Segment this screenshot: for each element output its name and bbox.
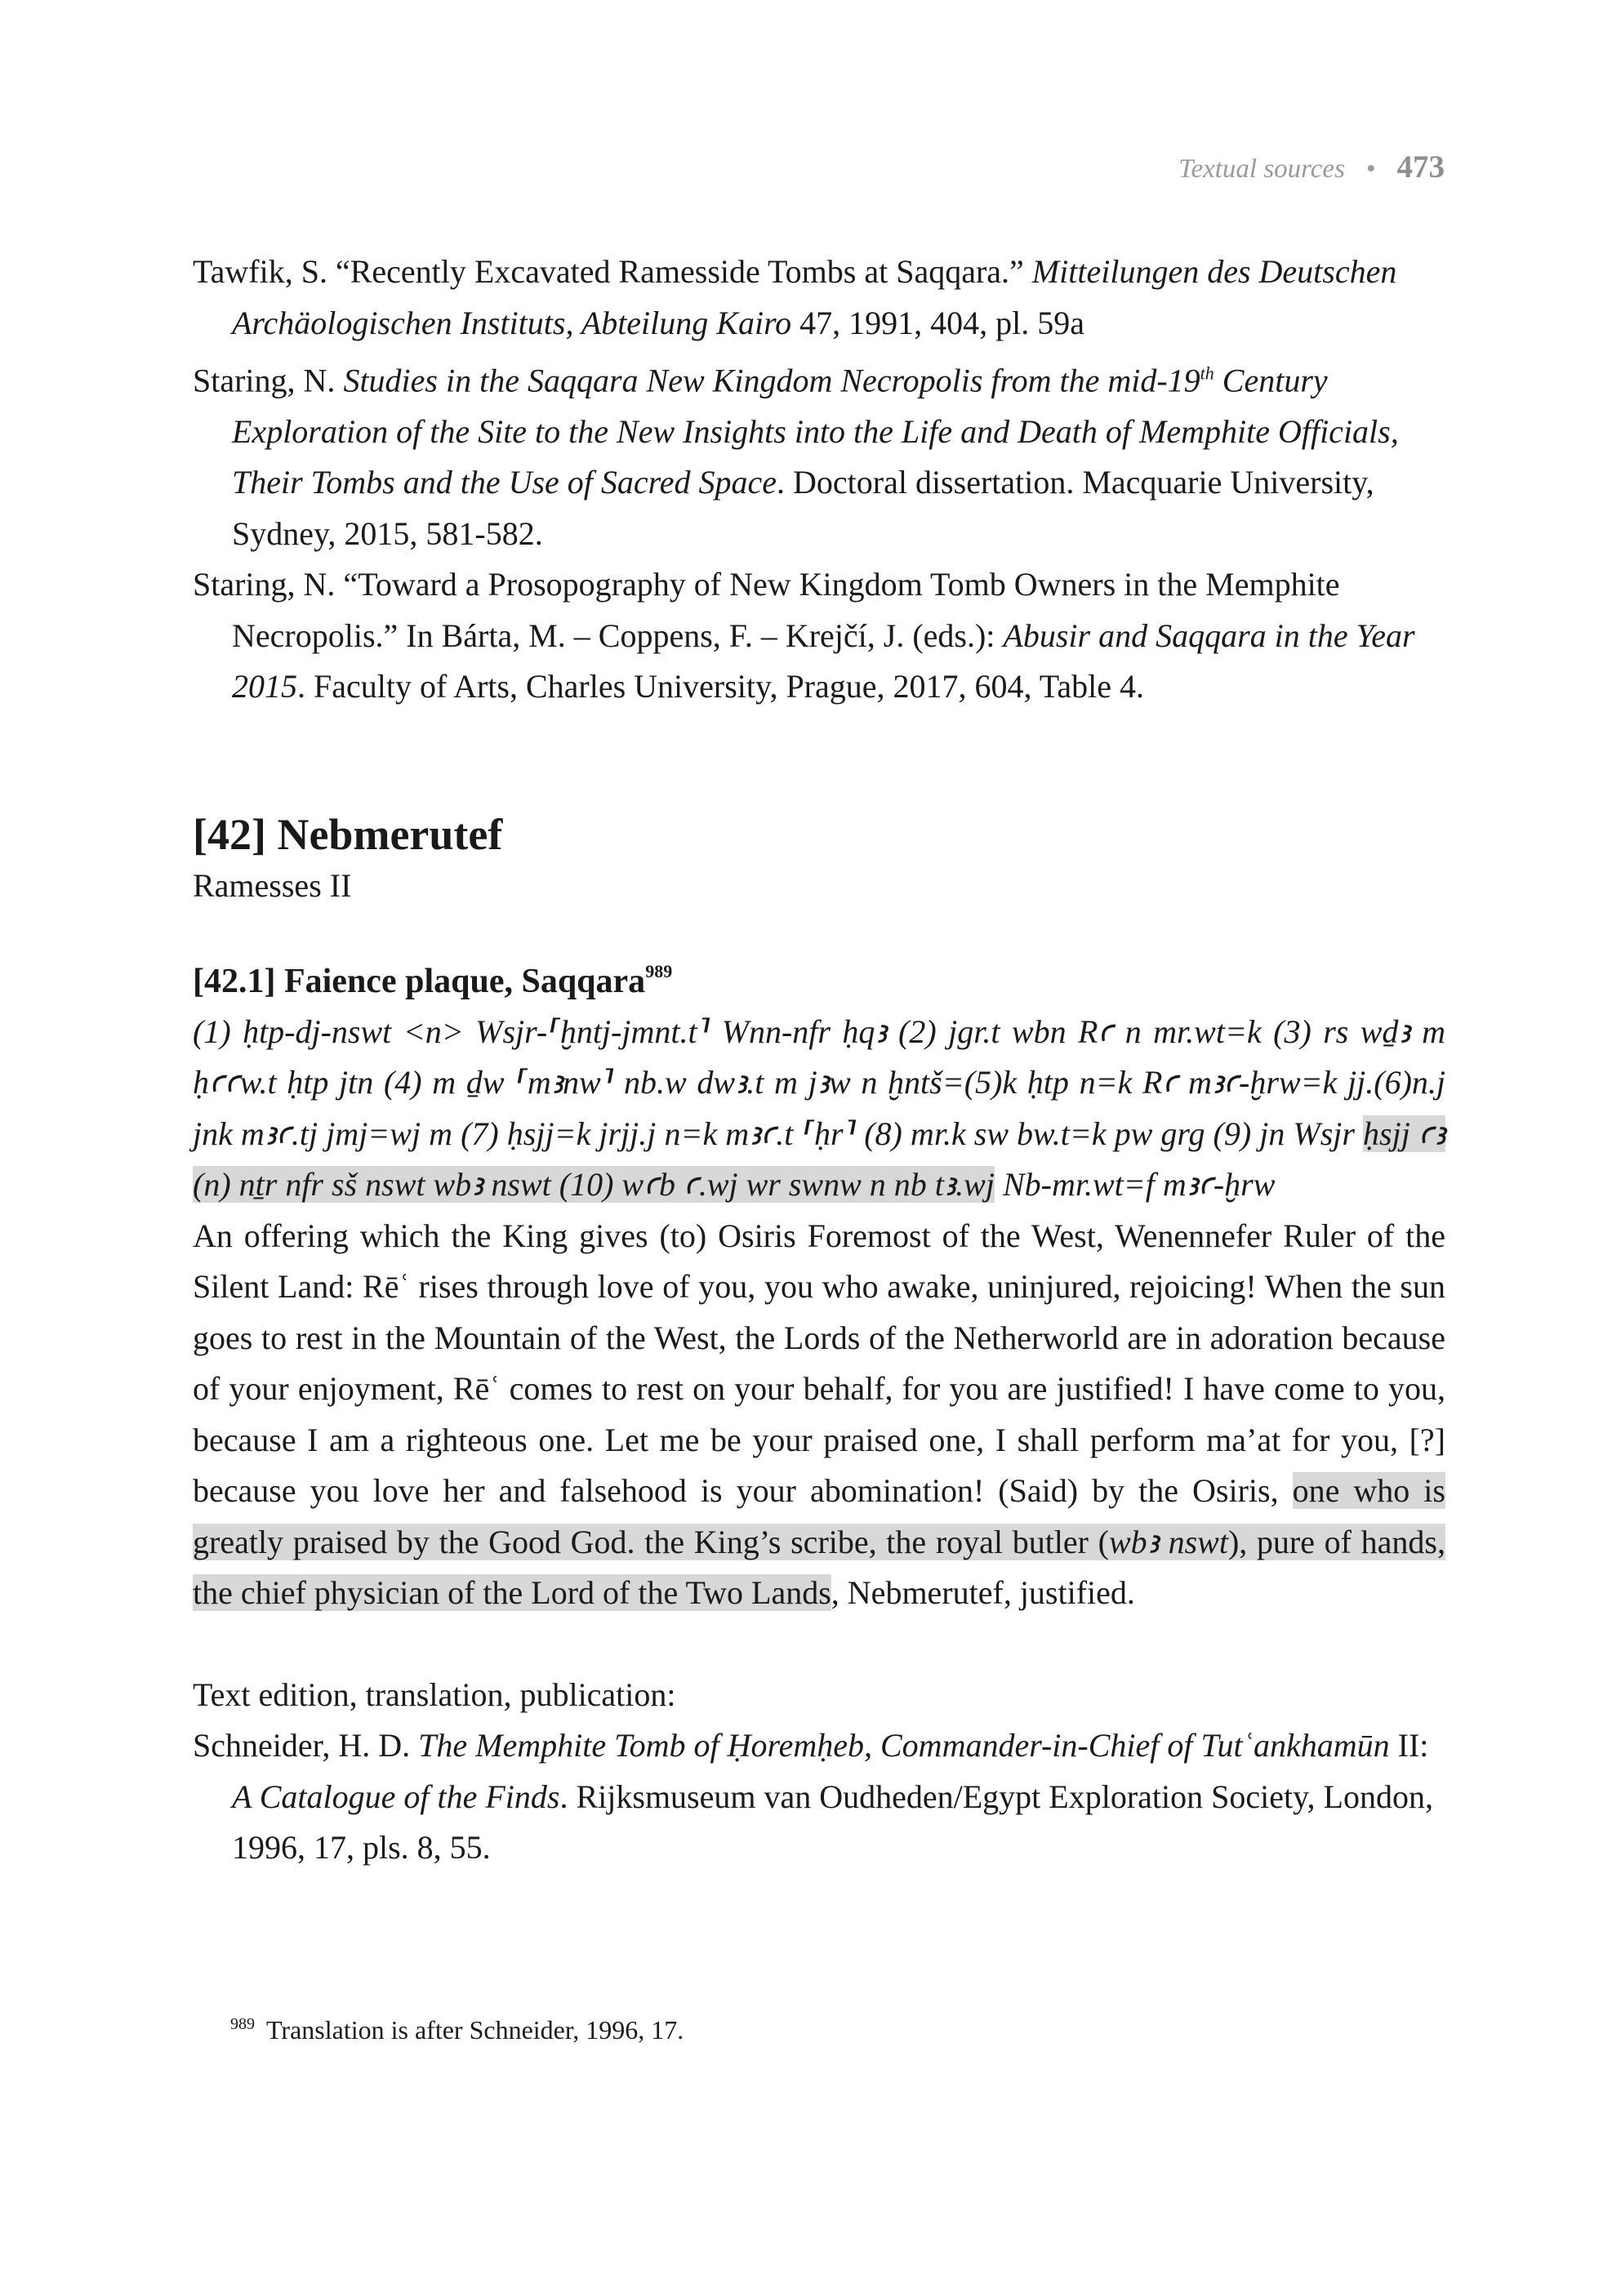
footnote [230,2015,684,2045]
bib-text: . Faculty of Arts, Charles University, Prague, 2017, 604, Table 4. [297,668,1145,705]
edition-heading: Text edition, translation, publication: [193,1675,676,1713]
bib-book-title: Century Exploration of the Site to the New Insights into the Life and Death of Memphite Officials, Their Tombs and the Use of Sacred Space [232,362,1399,501]
bibliography-entry-staring-dissertation [193,349,1445,559]
bib-text: . Doctoral dissertation. Macquarie University, Sydney, 2015, 581-582. [232,464,1374,552]
translation-main: An offering which the King gives (to) Osiris Foremost of the West, Wenennefer Ruler of the Silent Land: Rēʿ rises through love of you, you who awake, uninjured, rejoicing! When the sun goes to rest in the Mountain of the West, the Lords of the Netherworld are in adoration because of your enjoyment, Rēʿ comes to rest on your behalf, for you are justified! I have come to you, because I am a righteous one. Let me be your praised one, I shall perform ma’at for you, [?] because you love her and falsehood is your abomination! (Said) by the Osiris, [193,1217,1445,1510]
bib-journal-title: Mitteilungen des Deutschen Archäologischen Instituts, Abteilung Kairo [232,253,1397,341]
transliteration-end: Nb-mr.wt=f mꜣꜥ-ḫrw [994,1166,1276,1204]
bib-text: . Rijksmuseum van Oudheden/Egypt Exploration Society, London, 1996, 17, pls. 8, 55. [232,1778,1433,1867]
bib-superscript: th [1200,363,1214,384]
bibliography-entry-staring-prosopography [193,559,1445,713]
bib-book-title: Abusir and Saqqara in the Year 2015 [232,616,1415,705]
bib-text: 47, 1991, 404, pl. 59a [791,304,1085,341]
edition-entry-schneider [193,1720,1445,1874]
transliteration-main: (1) ḥtp-dj-nswt <n> Wsjr-⸢ḫntj-jmnt.t⸣ Wnn-nfr ḥqꜣ (2) jgr.t wbn Rꜥ n mr.wt=k (3) rs wḏꜣ m ḥꜥꜥw.t ḥtp jtn (4) m ḏw ⸢mꜣnw⸣ nb.w dwꜣ.t m jꜣw n ḫntš=(5)k ḥtp n=k Rꜥ mꜣꜥ-ḫrw=k jj.(6)n.j jnk mꜣꜥ.tj jmj=wj m (7) ḥsjj=k jrjj.j n=k mꜣꜥ.t ⸢ḥr⸣ (8) mr.k sw bw.t=k pw grg (9) jn Wsjr [193,1012,1445,1152]
translation-end: , Nebmerutef, justified. [831,1574,1135,1612]
bib-book-title: A Catalogue of the Finds [232,1778,560,1815]
translation-highlight-b: ), pure of hands, the chief physician of the Lord of the Two Lands [193,1523,1445,1612]
transliteration-text [193,1007,1445,1211]
page-content [193,247,1445,1874]
section-subtitle: Ramesses II [193,866,352,904]
bib-book-title: The Memphite Tomb of Ḥoremḥeb, Commander-in-Chief of Tutʿankhamūn [418,1727,1390,1764]
subsection-title [193,946,1445,1007]
translation-text [193,1211,1445,1619]
section-title: [42] Nebmerutef [193,809,503,859]
footnote-text: Translation is after Schneider, 1996, 17. [266,2015,684,2045]
bib-book-title: Studies in the Saqqara New Kingdom Necropolis from the mid-19 [343,362,1200,399]
running-head-section: Textual sources [1178,154,1345,184]
bib-text: Staring, N. [193,362,344,399]
bib-text: II: [1389,1727,1429,1764]
translation-highlight-a: one who is greatly praised by the Good God. the King’s scribe, the royal butler ( [193,1472,1445,1560]
bib-text: Tawfik, S. “Recently Excavated Ramesside Tombs at Saqqara.” [193,253,1032,290]
footnote-reference: 989 [645,960,673,981]
transliteration-highlight: ḥsjj ꜥꜣ (n) nṯr nfr sš nswt wbꜣ nswt (10) wꜥb ꜥ.wj wr swnw n nb tꜣ.wj [193,1115,1445,1204]
translation-highlight-italic: wbꜣ nswt [1108,1523,1228,1560]
running-head-separator: • [1365,154,1376,184]
running-head [1178,149,1445,185]
bibliography-entry-tawfik [193,247,1445,349]
subsection-title-text: [42.1] Faience plaque, Saqqara [193,962,646,1000]
bib-text: Schneider, H. D. [193,1727,419,1764]
page-number: 473 [1396,149,1445,185]
bib-text: Staring, N. “Toward a Prosopography of New Kingdom Tomb Owners in the Memphite Necropolis.” In Bárta, M. – Coppens, F. – Krejčí, J. (eds.): [193,566,1340,654]
footnote-number: 989 [230,2015,255,2033]
